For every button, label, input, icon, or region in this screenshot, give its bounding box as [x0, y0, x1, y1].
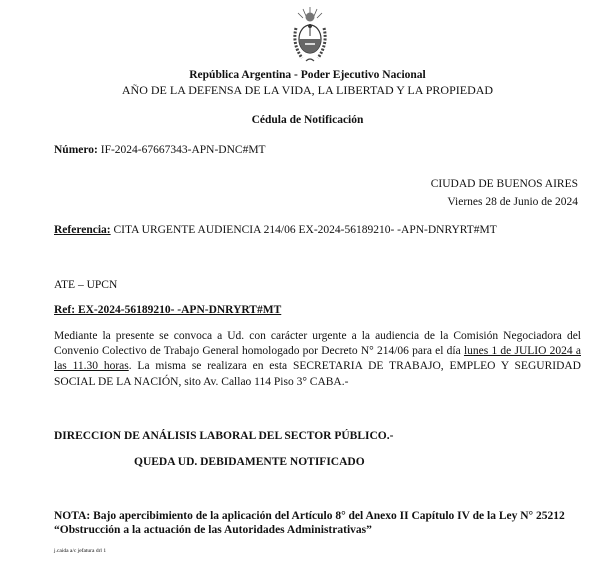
body-text-2: . La misma se realizara en esta SECRETARIA DE TRABAJO, EMPLEO Y SEGURIDAD SOCIAL DE LA NACIÓN, sito Av. Callao 114 Piso 3° CABA.- [54, 360, 581, 388]
place: CIUDAD DE BUENOS AIRES [430, 178, 578, 190]
footnote: j.caida a/c jefatura drl 1 [54, 548, 107, 554]
referencia-value: CITA URGENTE AUDIENCIA 214/06 EX-2024-56189210- -APN-DNRYRT#MT [113, 224, 497, 236]
nota-text: : Bajo apercibimiento de la aplicación del Artículo 8° del Anexo II Capítulo IV de la Ley N° 25212 “Obstrucción a la actuación de las Autoridades Administrativas” [54, 510, 565, 536]
numero-label: Número: [54, 144, 98, 156]
referencia-line [54, 224, 497, 236]
recipient: ATE – UPCN [54, 279, 118, 291]
nota [54, 509, 584, 537]
header-motto: AÑO DE LA DEFENSA DE LA VIDA, LA LIBERTAD Y LA PROPIEDAD [121, 83, 494, 97]
ref-heading: Ref: EX-2024-56189210- -APN-DNRYRT#MT [54, 304, 282, 316]
date: Viernes 28 de Junio de 2024 [447, 196, 578, 208]
numero-line [54, 144, 266, 156]
body-paragraph [54, 329, 581, 390]
numero-value: IF-2024-67667343-APN-DNC#MT [100, 144, 266, 156]
nota-label: NOTA [54, 510, 87, 522]
coat-of-arms-icon [290, 6, 330, 64]
direccion: DIRECCION DE ANÁLISIS LABORAL DEL SECTOR PÚBLICO.- [54, 430, 394, 442]
body-text-1: Mediante la presente se convoca a Ud. con carácter urgente a la audiencia de la Comisión Negociadora del Convenio Colectivo de Trabajo General homologado por Decreto N° 214/06 para el día [54, 330, 581, 358]
document-title: Cédula de Notificación [251, 114, 364, 126]
body-date-time: lunes 1 de JULIO 2024 a las 11.30 horas [54, 345, 581, 373]
notificado: QUEDA UD. DEBIDAMENTE NOTIFICADO [134, 456, 365, 468]
referencia-label: Referencia: [54, 224, 111, 236]
header-title: República Argentina - Poder Ejecutivo Nacional [189, 69, 426, 81]
